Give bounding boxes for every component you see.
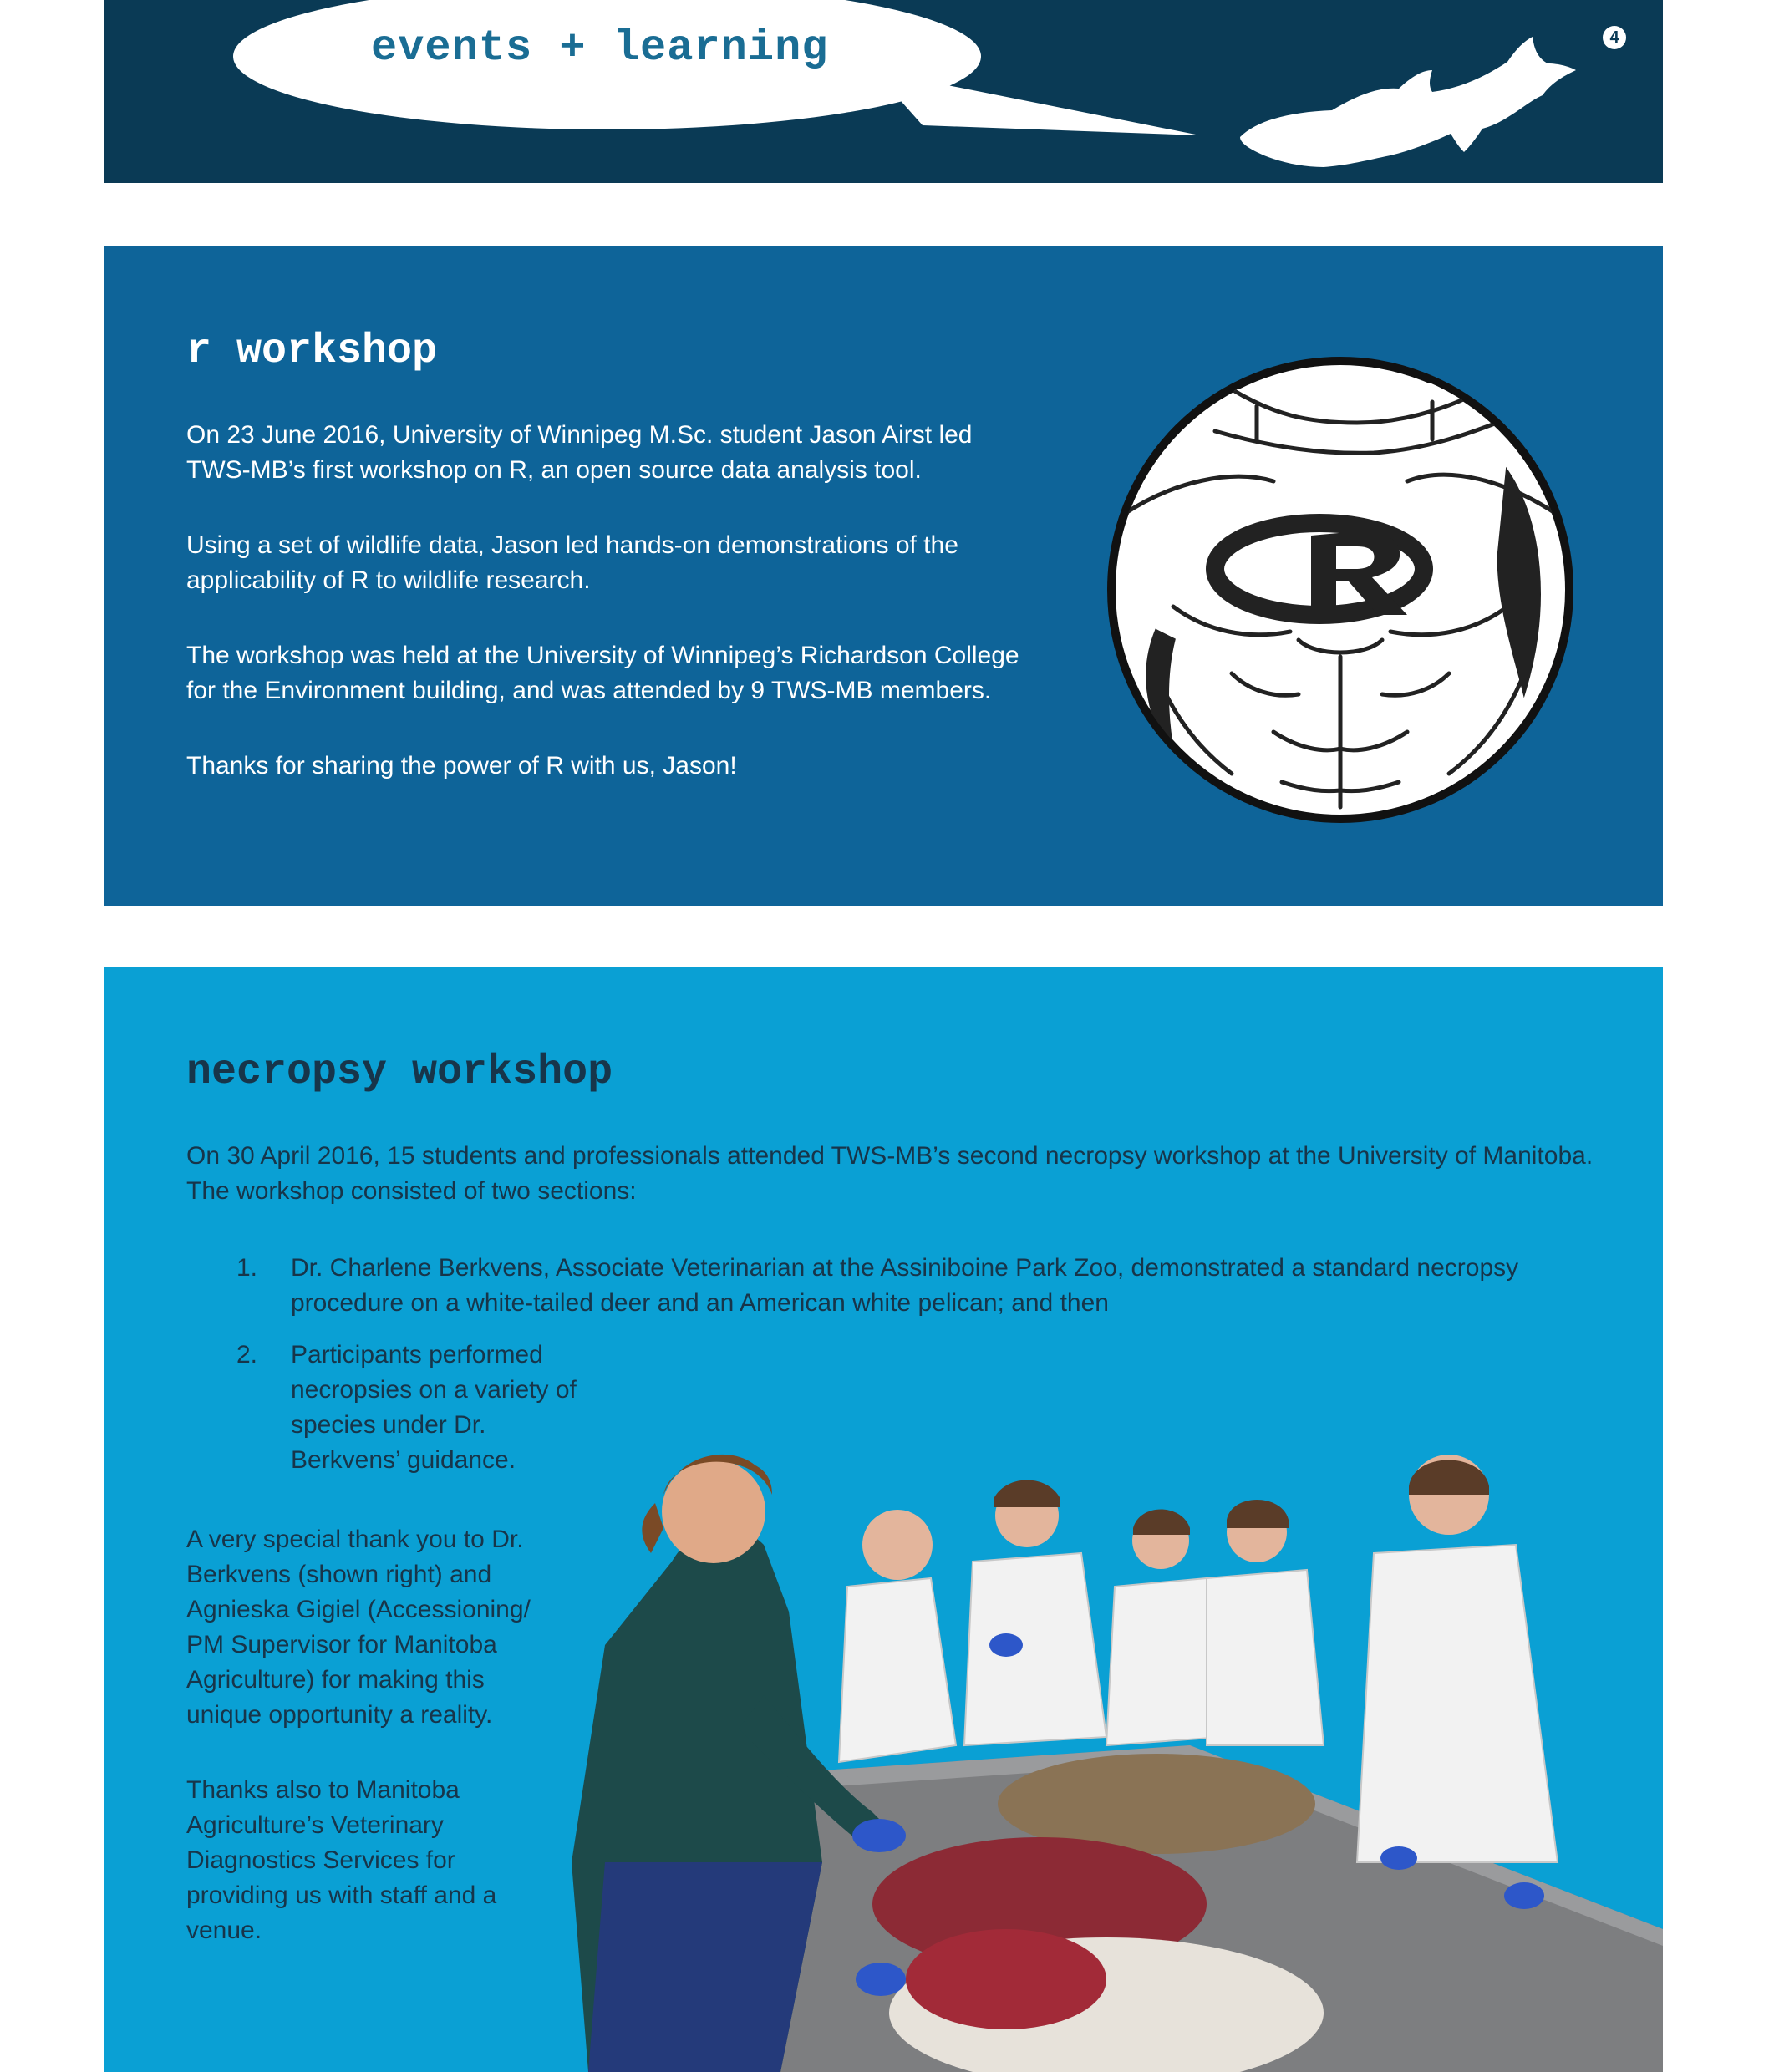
r-workshop-paragraph: The workshop was held at the University of Winnipeg’s Richardson College for the Environment building, and was attended by 9 TWS-MB members.: [186, 642, 1019, 704]
r-workshop-section: [104, 246, 1663, 906]
list-item-number: 1.: [236, 1254, 258, 1282]
list-item: [236, 1338, 600, 1478]
page-header: [104, 0, 1663, 183]
r-workshop-body: [186, 418, 1039, 824]
necropsy-workshop-section: [104, 967, 1663, 2072]
r-superhero-logo-icon: [1106, 356, 1574, 824]
thanks-paragraph: Thanks also to Manitoba Agriculture’s Veterinary Diagnostics Services for providing us with staff and a venue.: [186, 1776, 497, 1944]
r-workshop-paragraph: Using a set of wildlife data, Jason led hands-on demonstrations of the applicability of R to wildlife research.: [186, 531, 958, 594]
list-item: [236, 1251, 1590, 1321]
r-workshop-paragraph: On 23 June 2016, University of Winnipeg M.Sc. student Jason Airst led TWS-MB’s first workshop on R, an open source data analysis tool.: [186, 421, 973, 484]
thanks-paragraph: A very special thank you to Dr. Berkvens (shown right) and Agnieska Gigiel (Accessioning/ PM Supervisor for Manitoba Agriculture) for making this unique opportunity a reality.: [186, 1526, 531, 1729]
necropsy-workshop-photo: [572, 1394, 1663, 2072]
page-title: events + learning: [371, 23, 829, 73]
list-item-text: Dr. Charlene Berkvens, Associate Veterinarian at the Assiniboine Park Zoo, demonstrated a standard necropsy procedure on a white-tailed deer and an American white pelican; and then: [291, 1254, 1519, 1317]
r-workshop-paragraph: Thanks for sharing the power of R with us, Jason!: [186, 752, 737, 780]
r-workshop-title: r workshop: [186, 328, 438, 375]
page-number-badge: 4: [1603, 26, 1626, 49]
necropsy-thanks: [186, 1522, 546, 1988]
necropsy-intro: On 30 April 2016, 15 students and professionals attended TWS-MB’s second necropsy workshop at the University of Manitoba. The workshop consisted of two sections:: [186, 1142, 1594, 1205]
list-item-text: Participants performed necropsies on a variety of species under Dr. Berkvens’ guidance.: [291, 1341, 577, 1474]
list-item-number: 2.: [236, 1341, 258, 1369]
fish-icon: [1232, 12, 1583, 179]
necropsy-workshop-title: necropsy workshop: [186, 1049, 613, 1096]
